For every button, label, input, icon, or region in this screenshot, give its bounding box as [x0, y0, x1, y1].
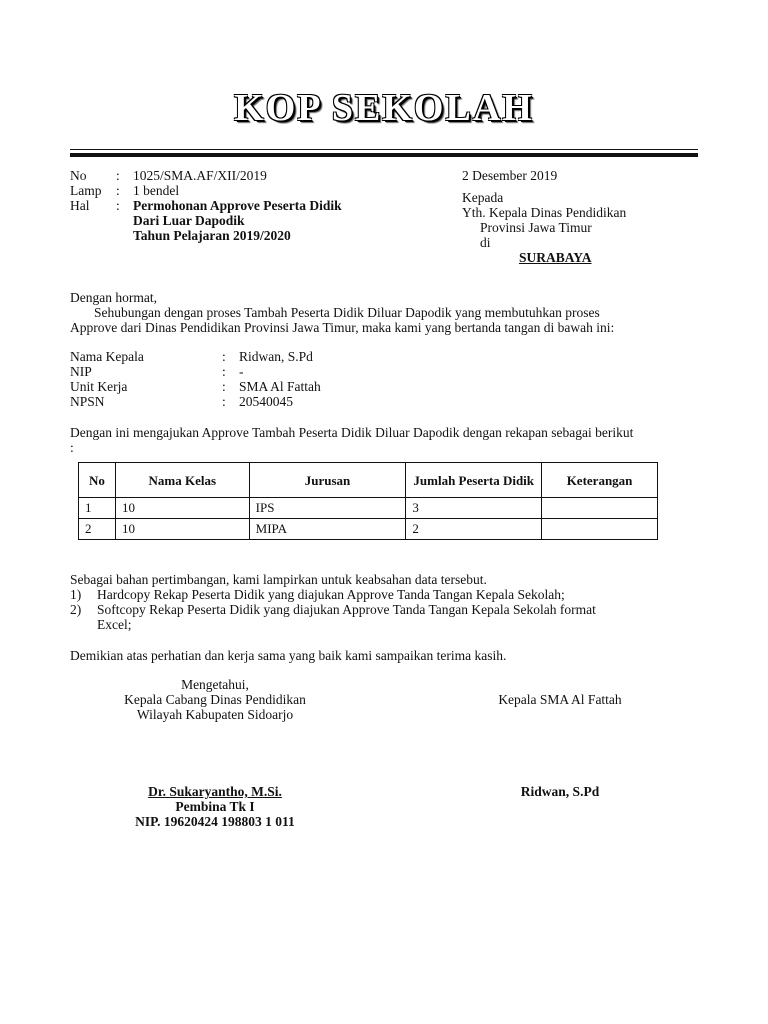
cell-jurusan: IPS	[249, 498, 406, 519]
recipient-kepada: Kepada	[462, 190, 504, 205]
meta-lamp-value: 1 bendel	[133, 183, 180, 198]
sign-right-name: Ridwan, S.Pd	[520, 784, 600, 799]
meta-hal-line3: Tahun Pelajaran 2019/2020	[133, 228, 291, 243]
recipient-line2: Provinsi Jawa Timur	[480, 220, 592, 235]
identity-label-nama: Nama Kepala	[70, 349, 144, 364]
attachments-intro: Sebagai bahan pertimbangan, kami lampirkan untuk keabsahan data tersebut.	[70, 572, 487, 587]
attachment-1-number: 1)	[70, 587, 82, 602]
recipient-di: di	[480, 235, 491, 250]
sign-left-line2: Kepala Cabang Dinas Pendidikan	[124, 692, 306, 707]
table-intro-line1: Dengan ini mengajukan Approve Tambah Peserta Didik Diluar Dapodik dengan rekapan sebagai berikut	[70, 425, 634, 440]
cell-jurusan: MIPA	[249, 519, 406, 540]
cell-no: 2	[79, 519, 116, 540]
sign-right-title: Kepala SMA Al Fattah	[498, 692, 622, 707]
identity-value-npsn: 20540045	[239, 394, 293, 409]
identity-label-nip: NIP	[70, 364, 92, 379]
table-intro-line2: :	[70, 440, 74, 455]
identity-value-unit: SMA Al Fattah	[239, 379, 321, 394]
recipient-city: SURABAYA	[519, 250, 592, 265]
attachment-2-number: 2)	[70, 602, 82, 617]
sign-left-line1: Mengetahui,	[181, 677, 249, 692]
attachment-2-line2: Excel;	[97, 617, 132, 632]
meta-no-colon: :	[116, 168, 120, 183]
sign-left-nip: NIP. 19620424 198803 1 011	[135, 814, 295, 829]
letterhead-rule-thin	[70, 149, 698, 150]
header-no: No	[79, 463, 116, 498]
letterhead-title: KOP SEKOLAH	[234, 87, 534, 129]
identity-colon: :	[222, 364, 226, 379]
identity-colon: :	[222, 349, 226, 364]
header-jumlah: Jumlah Peserta Didik	[406, 463, 542, 498]
header-keterangan: Keterangan	[542, 463, 658, 498]
cell-no: 1	[79, 498, 116, 519]
paragraph-1-line1: Sehubungan dengan proses Tambah Peserta Didik Diluar Dapodik yang membutuhkan proses	[94, 305, 600, 320]
identity-label-unit: Unit Kerja	[70, 379, 128, 394]
identity-label-npsn: NPSN	[70, 394, 105, 409]
header-nama-kelas: Nama Kelas	[115, 463, 249, 498]
meta-hal-line2: Dari Luar Dapodik	[133, 213, 245, 228]
identity-colon: :	[222, 379, 226, 394]
cell-jumlah: 3	[406, 498, 542, 519]
identity-value-nama: Ridwan, S.Pd	[239, 349, 313, 364]
meta-hal-colon: :	[116, 198, 120, 213]
meta-no-value: 1025/SMA.AF/XII/2019	[133, 168, 267, 183]
sign-left-rank: Pembina Tk I	[175, 799, 255, 814]
attachment-2-line1: Softcopy Rekap Peserta Didik yang diajukan Approve Tanda Tangan Kepala Sekolah format	[97, 602, 596, 617]
cell-jumlah: 2	[406, 519, 542, 540]
meta-hal-label: Hal	[70, 198, 90, 213]
meta-no-label: No	[70, 168, 87, 183]
attachment-1-text: Hardcopy Rekap Peserta Didik yang diajukan Approve Tanda Tangan Kepala Sekolah;	[97, 587, 565, 602]
meta-lamp-colon: :	[116, 183, 120, 198]
table-row	[79, 519, 658, 540]
cell-nama-kelas: 10	[115, 498, 249, 519]
sign-left-line3: Wilayah Kabupaten Sidoarjo	[136, 707, 294, 722]
cell-nama-kelas: 10	[115, 519, 249, 540]
paragraph-1-line2: Approve dari Dinas Pendidikan Provinsi Jawa Timur, maka kami yang bertanda tangan di bawah ini:	[70, 320, 615, 335]
identity-colon: :	[222, 394, 226, 409]
letterhead-rule-thick	[70, 153, 698, 157]
greeting: Dengan hormat,	[70, 290, 157, 305]
meta-lamp-label: Lamp	[70, 183, 102, 198]
header-jurusan: Jurusan	[249, 463, 406, 498]
rekap-table	[78, 462, 658, 540]
table-row	[79, 498, 658, 519]
closing-sentence: Demikian atas perhatian dan kerja sama yang baik kami sampaikan terima kasih.	[70, 648, 507, 663]
meta-hal-line1: Permohonan Approve Peserta Didik	[133, 198, 342, 213]
identity-value-nip: -	[239, 364, 244, 379]
letter-date: 2 Desember 2019	[462, 168, 558, 183]
table-header-row	[79, 463, 658, 498]
cell-keterangan	[542, 519, 658, 540]
recipient-line1: Yth. Kepala Dinas Pendidikan	[462, 205, 627, 220]
sign-left-name: Dr. Sukaryantho, M.Si.	[148, 784, 282, 799]
cell-keterangan	[542, 498, 658, 519]
